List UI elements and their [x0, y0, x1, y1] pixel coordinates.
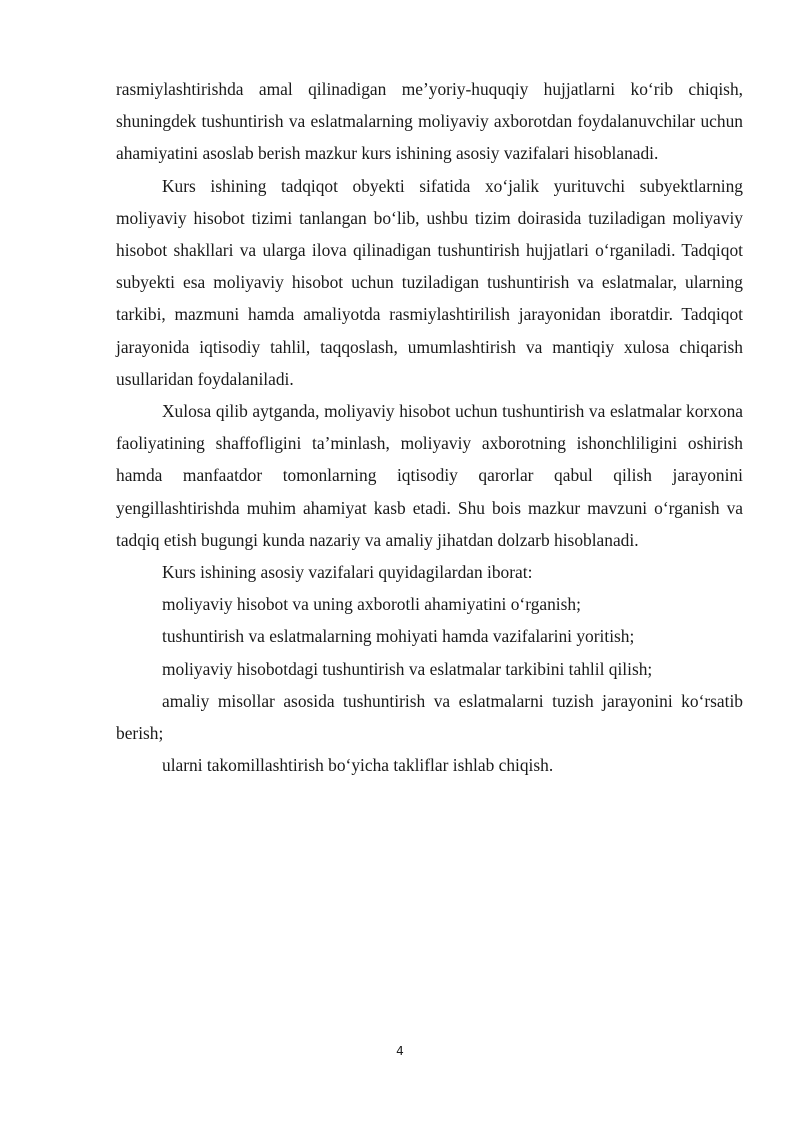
task-item: moliyaviy hisobot va uning axborotli ahamiyatini o‘rganish; — [162, 594, 581, 615]
document-body — [116, 73, 743, 781]
task-item: tushuntirish va eslatmalarning mohiyati hamda vazifalarini yoritish; — [162, 626, 635, 647]
task-item: amaliy misollar asosida tushuntirish va eslatmalarni tuzish jarayonini ko‘rsatib berish; — [116, 690, 743, 744]
paragraph-research-object: Kurs ishining tadqiqot obyekti sifatida xo‘jalik yurituvchi subyektlarning moliyaviy hisobot tizimi tanlangan bo‘lib, ushbu tizim doirasida tuziladigan moliyaviy hisobot shakllari va ularga ilova qilinadigan tushuntirish hujjatlari o‘rganiladi. Tadqiqot subyekti esa moliyaviy hisobot uchun tuziladigan tushuntirish va eslatmalar, ularning tarkibi, mazmuni hamda amaliyotda rasmiylashtirilish jarayonidan iboratdir. Tadqiqot jarayonida iqtisodiy tahlil, taqqoslash, umumlashtirish va mantiqiy xulosa chiqarish usullaridan foydalaniladi. — [116, 175, 743, 389]
task-item: moliyaviy hisobotdagi tushuntirish va eslatmalar tarkibini tahlil qilish; — [162, 658, 653, 679]
paragraph-continuation: rasmiylashtirishda amal qilinadigan me’yoriy-huquqiy hujjatlarni ko‘rib chiqish, shuningdek tushuntirish va eslatmalarning moliyaviy axborotdan foydalanuvchilar uchun ahamiyatini asoslab berish mazkur kurs ishining asosiy vazifalari hisoblanadi. — [116, 79, 743, 164]
page-number: 4 — [396, 1044, 404, 1058]
paragraph-tasks-intro: Kurs ishining asosiy vazifalari quyidagilardan iborat: — [162, 562, 533, 583]
task-item: ularni takomillashtirish bo‘yicha takliflar ishlab chiqish. — [162, 755, 554, 776]
paragraph-conclusion: Xulosa qilib aytganda, moliyaviy hisobot uchun tushuntirish va eslatmalar korxona faoliyatining shaffofligini ta’minlash, moliyaviy axborotning ishonchliligini oshirish hamda manfaatdor tomonlarning iqtisodiy qarorlar qabul qilish jarayonini yengillashtirishda muhim ahamiyat kasb etadi. Shu bois mazkur mavzuni o‘rganish va tadqiq etish bugungi kunda nazariy va amaliy jihatdan dolzarb hisoblanadi. — [116, 401, 743, 550]
